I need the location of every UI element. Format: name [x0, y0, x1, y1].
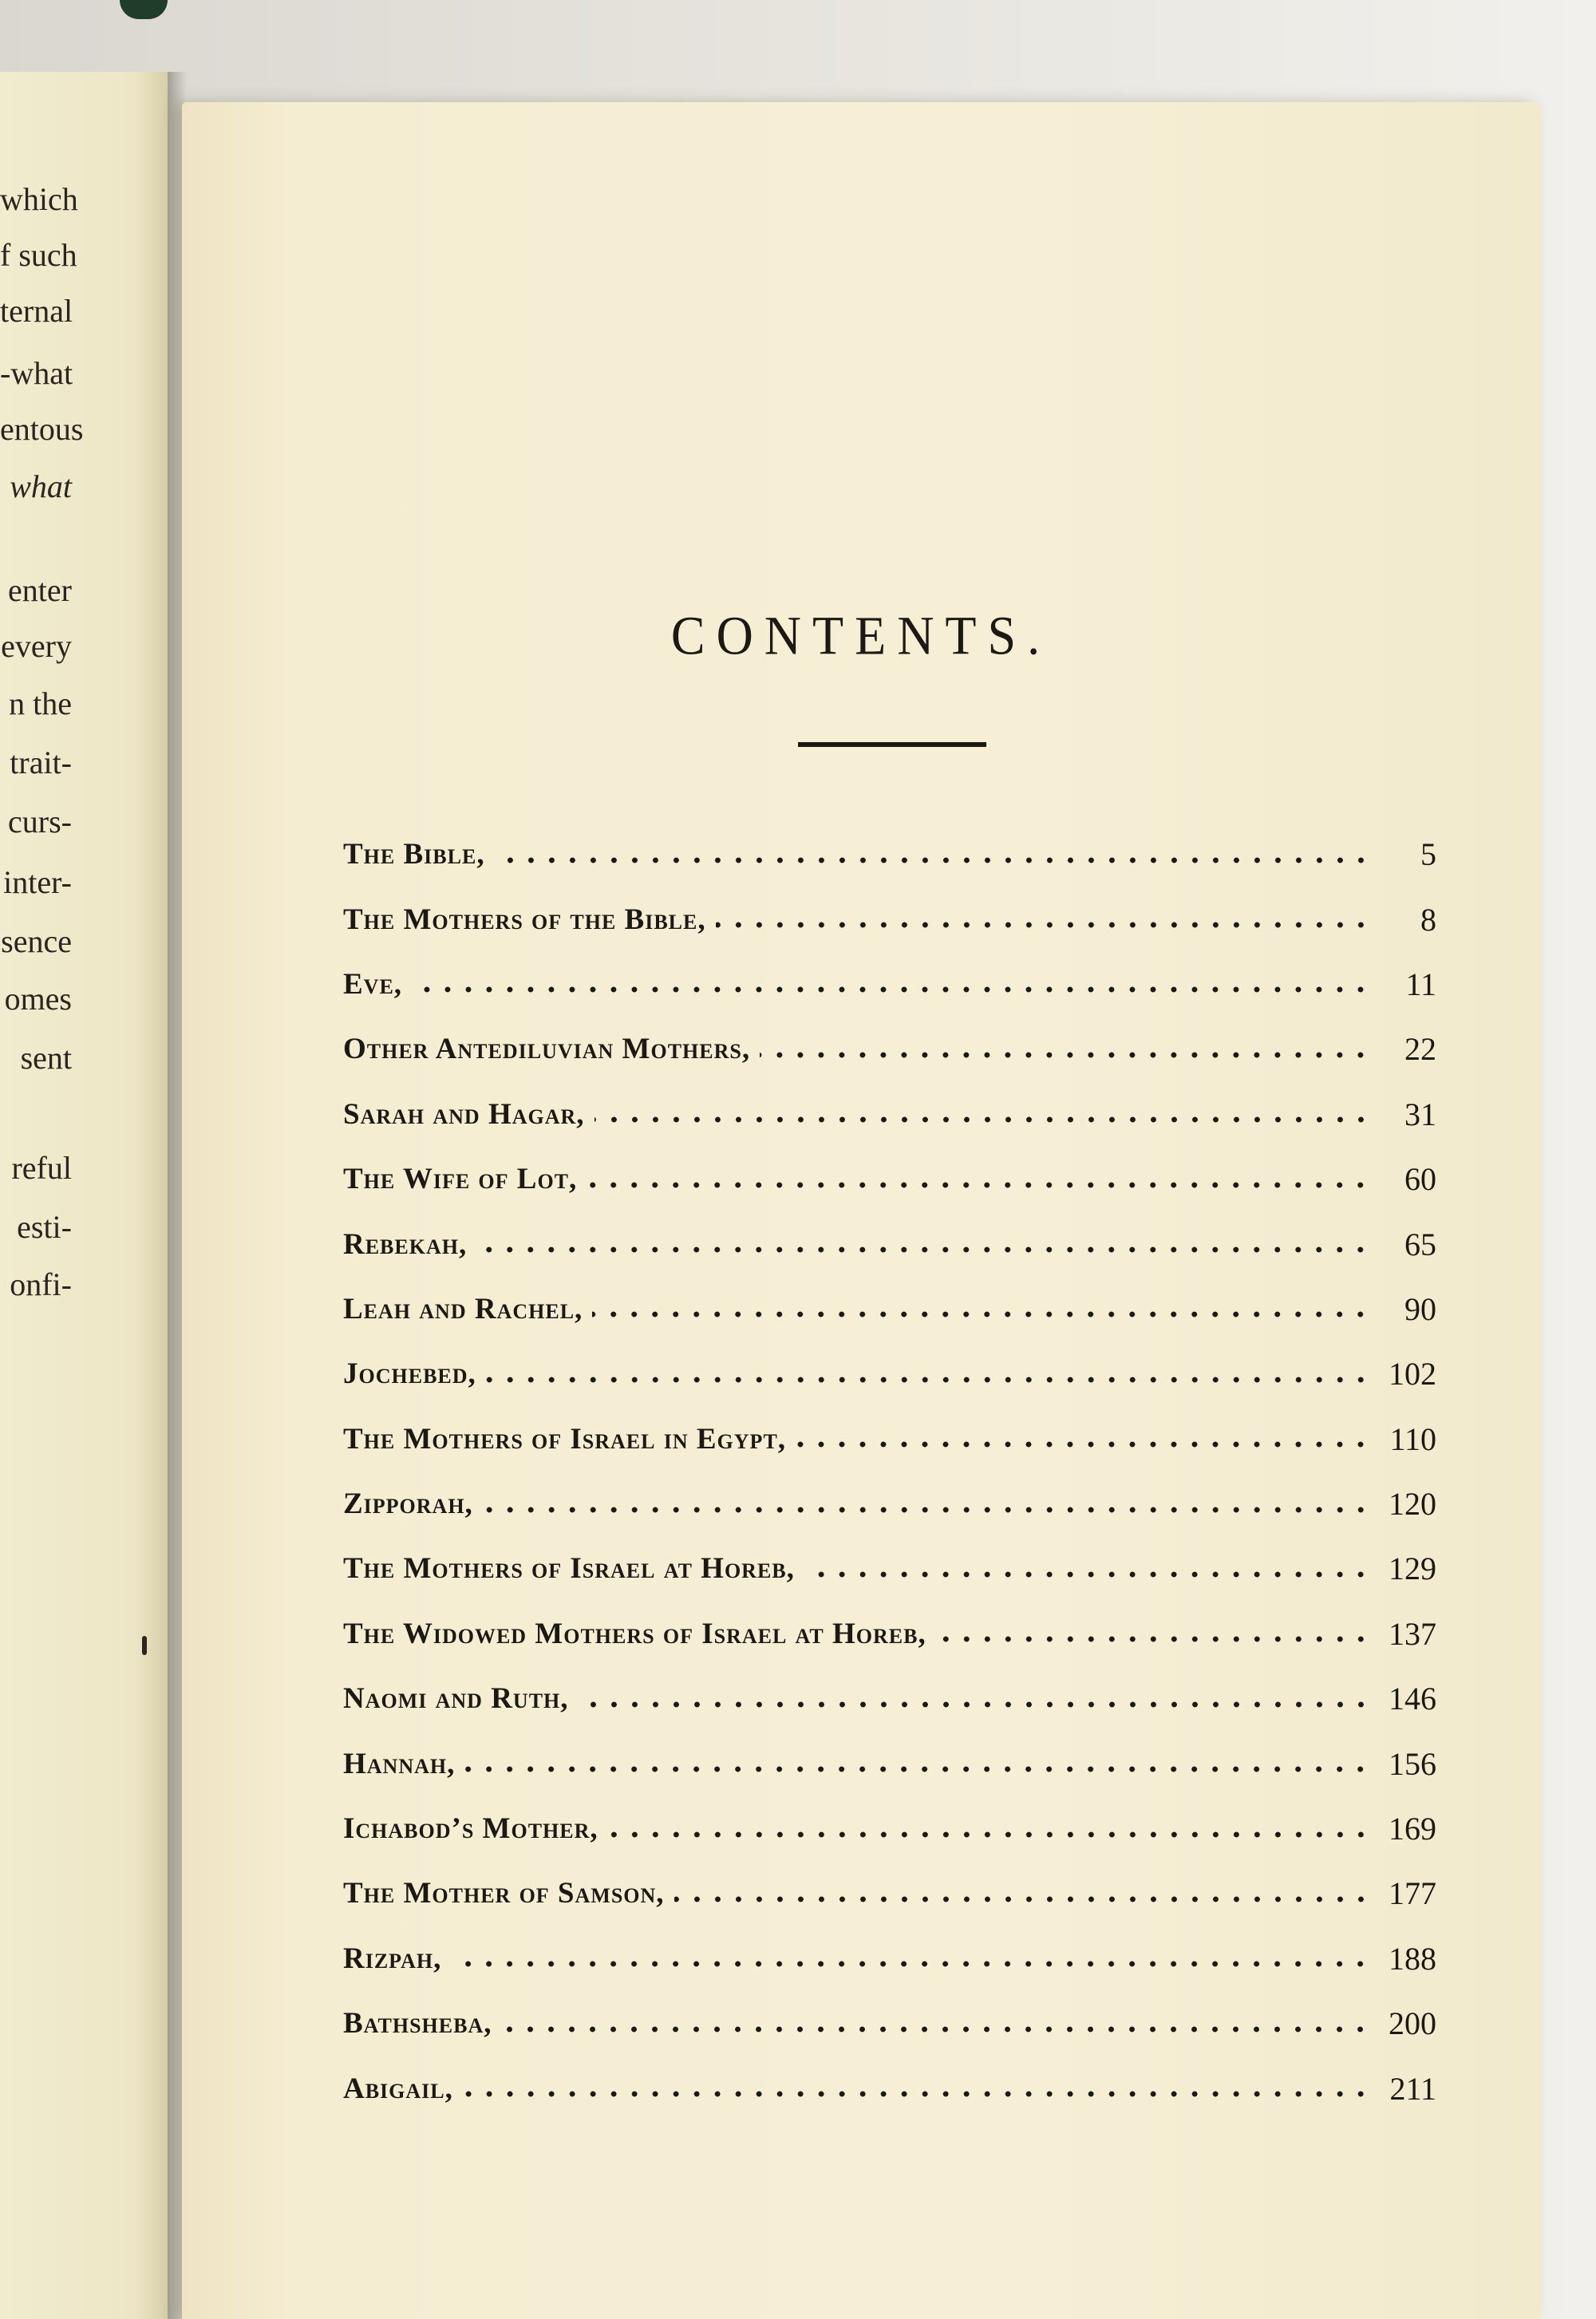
dot-leader	[674, 1895, 1371, 1903]
dot-leader	[463, 2090, 1371, 2098]
facing-page-text-line: trait-	[10, 745, 72, 780]
dot-leader	[936, 1635, 1371, 1643]
facing-page-text-line: sent	[20, 1040, 72, 1076]
toc-entry-page-number: 31	[1404, 1096, 1436, 1132]
toc-entry-title: Hannah,	[343, 1747, 456, 1780]
dot-leader	[464, 1765, 1371, 1773]
facing-page-text-line: esti-	[17, 1209, 72, 1245]
toc-entry-page-number: 129	[1389, 1551, 1436, 1587]
toc-entry-title: Leah and Rachel,	[343, 1292, 583, 1325]
toc-entry-page-number: 146	[1389, 1681, 1436, 1717]
toc-entry	[343, 1472, 1436, 1536]
toc-entry-page-number: 156	[1389, 1745, 1436, 1782]
facing-page	[0, 72, 168, 2319]
dot-leader	[760, 1051, 1371, 1059]
toc-entry-title: Abigail,	[343, 2072, 453, 2105]
toc-entry-page-number: 200	[1389, 2005, 1436, 2042]
toc-entry-title: The Mothers of Israel at Horeb,	[343, 1552, 795, 1586]
facing-page-text-line: enter	[8, 572, 72, 608]
toc-entry-title: Jochebed,	[343, 1357, 476, 1391]
dot-leader	[495, 856, 1371, 864]
table-of-contents	[343, 822, 1436, 2121]
dot-leader	[592, 1310, 1371, 1318]
toc-entry-title: Eve,	[343, 967, 403, 1001]
toc-entry-title: Naomi and Ruth,	[343, 1682, 569, 1716]
dot-leader	[483, 1506, 1371, 1514]
toc-entry-title: Rebekah,	[343, 1227, 468, 1261]
toc-entry-page-number: 22	[1404, 1031, 1436, 1068]
dot-leader	[587, 1181, 1371, 1189]
facing-page-text-line: onfi-	[10, 1266, 72, 1302]
facing-page-text-line: inter-	[3, 864, 72, 900]
toc-entry-page-number: 211	[1389, 2070, 1436, 2107]
toc-entry-title: Sarah and Hagar,	[343, 1097, 585, 1131]
toc-entry-page-number: 11	[1405, 966, 1436, 1002]
toc-entry	[343, 952, 1436, 1017]
margin-ink-mark	[142, 1636, 147, 1655]
facing-page-text-line: -what	[0, 355, 73, 391]
toc-entry-title: Other Antediluvian Mothers,	[343, 1033, 751, 1066]
toc-entry	[343, 1341, 1436, 1406]
dot-leader	[451, 1960, 1371, 1968]
toc-entry-page-number: 90	[1404, 1290, 1436, 1327]
dot-leader	[476, 1246, 1371, 1254]
toc-entry-title: Ichabod’s Mother,	[343, 1812, 598, 1846]
toc-entry-title: The Mother of Samson,	[343, 1877, 665, 1910]
toc-entry	[343, 887, 1436, 951]
toc-entry	[343, 1536, 1436, 1601]
facing-page-text-line: every	[1, 628, 72, 664]
toc-entry	[343, 2056, 1436, 2120]
dot-leader	[796, 1440, 1371, 1448]
page-title: CONTENTS.	[670, 605, 1052, 666]
facing-page-text-line: f such	[0, 237, 77, 273]
toc-entry	[343, 1861, 1436, 1926]
toc-entry	[343, 1731, 1436, 1796]
toc-entry-page-number: 137	[1389, 1615, 1436, 1652]
dot-leader	[579, 1701, 1371, 1709]
toc-entry-page-number: 65	[1404, 1226, 1436, 1262]
toc-entry	[343, 1082, 1436, 1147]
toc-entry	[343, 1666, 1436, 1731]
toc-entry-page-number: 5	[1420, 836, 1436, 873]
toc-entry-page-number: 177	[1389, 1875, 1436, 1912]
dot-leader	[412, 986, 1371, 994]
dot-leader	[804, 1570, 1371, 1578]
toc-entry-page-number: 188	[1389, 1940, 1436, 1977]
facing-page-text-line: entous	[0, 411, 84, 447]
facing-page-text-line: what	[10, 468, 72, 504]
toc-entry-page-number: 60	[1404, 1161, 1436, 1198]
facing-page-text-line: n the	[9, 685, 72, 721]
dot-leader	[501, 2025, 1371, 2033]
toc-entry-title: The Bible,	[343, 838, 485, 871]
toc-entry-title: The Mothers of Israel in Egypt,	[343, 1422, 787, 1456]
toc-entry	[343, 822, 1436, 887]
toc-entry-title: Rizpah,	[343, 1942, 442, 1975]
facing-page-text-line: ternal	[0, 293, 73, 329]
toc-entry	[343, 1796, 1436, 1861]
toc-entry	[343, 1017, 1436, 1081]
facing-page-text-line: sence	[1, 923, 72, 959]
facing-page-text-line: which	[0, 181, 78, 217]
dot-leader	[608, 1831, 1371, 1839]
dot-leader	[486, 1376, 1371, 1384]
facing-page-text-line: omes	[4, 981, 72, 1017]
toc-entry-page-number: 169	[1389, 1811, 1436, 1847]
title-rule-divider	[798, 742, 986, 747]
toc-entry-page-number: 120	[1389, 1486, 1436, 1523]
toc-entry-page-number: 110	[1389, 1420, 1436, 1457]
toc-entry	[343, 1407, 1436, 1472]
toc-entry-title: Bathsheba,	[343, 2007, 492, 2040]
toc-entry	[343, 1147, 1436, 1211]
toc-entry-title: The Mothers of the Bible,	[343, 903, 706, 936]
toc-entry-title: Zipporah,	[343, 1487, 473, 1521]
facing-page-text-line: reful	[11, 1150, 72, 1186]
toc-entry-page-number: 8	[1420, 901, 1436, 938]
toc-entry	[343, 1991, 1436, 2056]
dot-leader	[595, 1116, 1371, 1124]
toc-entry-title: The Wife of Lot,	[343, 1163, 578, 1196]
facing-page-text-line: curs-	[8, 804, 72, 840]
toc-entry-page-number: 102	[1389, 1356, 1436, 1393]
dot-leader	[716, 921, 1371, 929]
toc-entry-title: The Widowed Mothers of Israel at Horeb,	[343, 1617, 926, 1650]
toc-entry	[343, 1211, 1436, 1276]
toc-entry	[343, 1602, 1436, 1666]
toc-entry	[343, 1926, 1436, 1991]
toc-entry	[343, 1277, 1436, 1341]
